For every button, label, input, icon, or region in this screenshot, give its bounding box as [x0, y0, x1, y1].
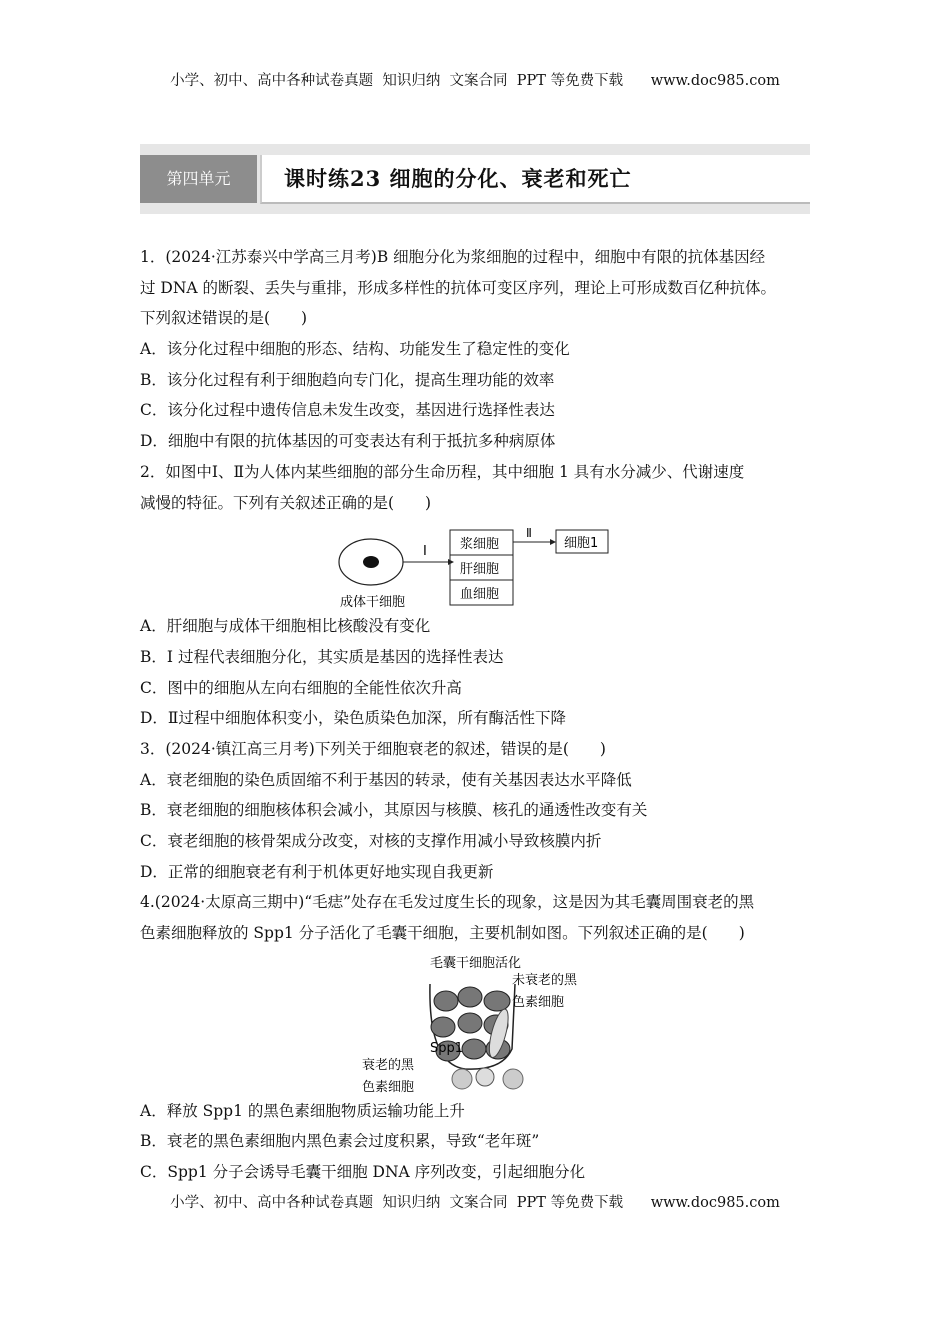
- question-4-line: 4.(2024·太原高三期中)“毛痣”处存在毛发过度生长的现象，这是因为其毛囊周围衰老的黑: [140, 893, 755, 912]
- spp1-label: Spp1: [430, 1040, 464, 1056]
- page-footer: 小学、初中、高中各种试卷真题 知识归纳 文案合同 PPT 等免费下载 www.doc985.com: [170, 1195, 780, 1211]
- arrow-2-label: Ⅱ: [526, 526, 532, 541]
- cell-type-label: 血细胞: [460, 587, 500, 603]
- question-2-option-c: C．图中的细胞从左向右细胞的全能性依次升高: [140, 678, 462, 697]
- question-1-line: 过 DNA 的断裂、丢失与重排，形成多样性的抗体可变区序列，理论上可形成数百亿种抗体。: [140, 278, 777, 297]
- question-4-option-a: A．释放 Spp1 的黑色素细胞物质运输功能上升: [140, 1101, 465, 1120]
- stem-cell-label: 成体干细胞: [340, 595, 406, 611]
- page-title: 课时练23 细胞的分化、衰老和死亡: [284, 166, 632, 191]
- question-1-line: 1．(2024·江苏泰兴中学高三月考)B 细胞分化为浆细胞的过程中，细胞中有限的抗体基因经: [140, 248, 766, 266]
- question-3-option-b: B．衰老细胞的细胞核体积会减小，其原因与核膜、核孔的通透性改变有关: [140, 801, 648, 820]
- arrow-1-label: Ⅰ: [423, 544, 427, 560]
- question-3-option-a: A．衰老细胞的染色质固缩不利于基因的转录，使有关基因表达水平降低: [140, 770, 632, 789]
- aged-melanocyte-label: 衰老的黑: [362, 1057, 415, 1073]
- questions: [140, 242, 830, 1188]
- question-1-option-b: B．该分化过程有利于细胞趋向专门化，提高生理功能的效率: [140, 370, 555, 389]
- question-1-option-c: C．该分化过程中遗传信息未发生改变，基因进行选择性表达: [140, 401, 555, 420]
- question-1-line: 下列叙述错误的是( ): [140, 309, 308, 328]
- nucleus-shape: [363, 556, 379, 568]
- question-2-option-b: B．Ⅰ 过程代表细胞分化，其实质是基因的选择性表达: [140, 647, 504, 666]
- question-3-option-c: C．衰老细胞的核骨架成分改变，对核的支撑作用减小导致核膜内折: [140, 832, 602, 850]
- cell-differentiation-diagram: [140, 518, 830, 611]
- cell-type-label: 浆细胞: [460, 537, 500, 553]
- title-box: [260, 155, 810, 204]
- question-4-option-b: B．衰老的黑色素细胞内黑色素会过度积累，导致“老年斑”: [140, 1132, 540, 1151]
- aged-melanocyte-label: 色素细胞: [362, 1079, 415, 1095]
- page-header: 小学、初中、高中各种试卷真题 知识归纳 文案合同 PPT 等免费下载 www.doc985.com: [170, 73, 780, 89]
- unit-banner: [140, 144, 810, 214]
- question-3-line: 3．(2024·镇江高三月考)下列关于细胞衰老的叙述，错误的是( ): [140, 739, 606, 758]
- question-3-option-d: D．正常的细胞衰老有利于机体更好地实现自我更新: [140, 862, 494, 881]
- young-melanocyte-label: 未衰老的黑: [512, 972, 578, 988]
- result-cell-label: 细胞1: [564, 536, 599, 552]
- hair-follicle-diagram: [140, 949, 830, 1096]
- question-2-option-a: A．肝细胞与成体干细胞相比核酸没有变化: [140, 617, 431, 636]
- young-melanocyte-label: 色素细胞: [512, 994, 565, 1010]
- unit-label: 第四单元: [140, 155, 257, 203]
- question-2-line: 2．如图中Ⅰ、Ⅱ为人体内某些细胞的部分生命历程，其中细胞 1 具有水分减少、代谢速度: [140, 462, 745, 481]
- cell-type-label: 肝细胞: [460, 562, 500, 578]
- question-1-option-d: D．细胞中有限的抗体基因的可变表达有利于抵抗多种病原体: [140, 432, 556, 451]
- question-2-line: 减慢的特征。下列有关叙述正确的是( ): [140, 493, 432, 512]
- question-1-option-a: A．该分化过程中细胞的形态、结构、功能发生了稳定性的变化: [140, 340, 570, 359]
- question-4-option-c: C．Spp1 分子会诱导毛囊干细胞 DNA 序列改变，引起细胞分化: [140, 1163, 586, 1182]
- stem-activation-label: 毛囊干细胞活化: [430, 955, 522, 971]
- question-2-option-d: D．Ⅱ过程中细胞体积变小，染色质染色加深，所有酶活性下降: [140, 709, 566, 728]
- question-4-line: 色素细胞释放的 Spp1 分子活化了毛囊干细胞，主要机制如图。下列叙述正确的是( ): [140, 924, 745, 943]
